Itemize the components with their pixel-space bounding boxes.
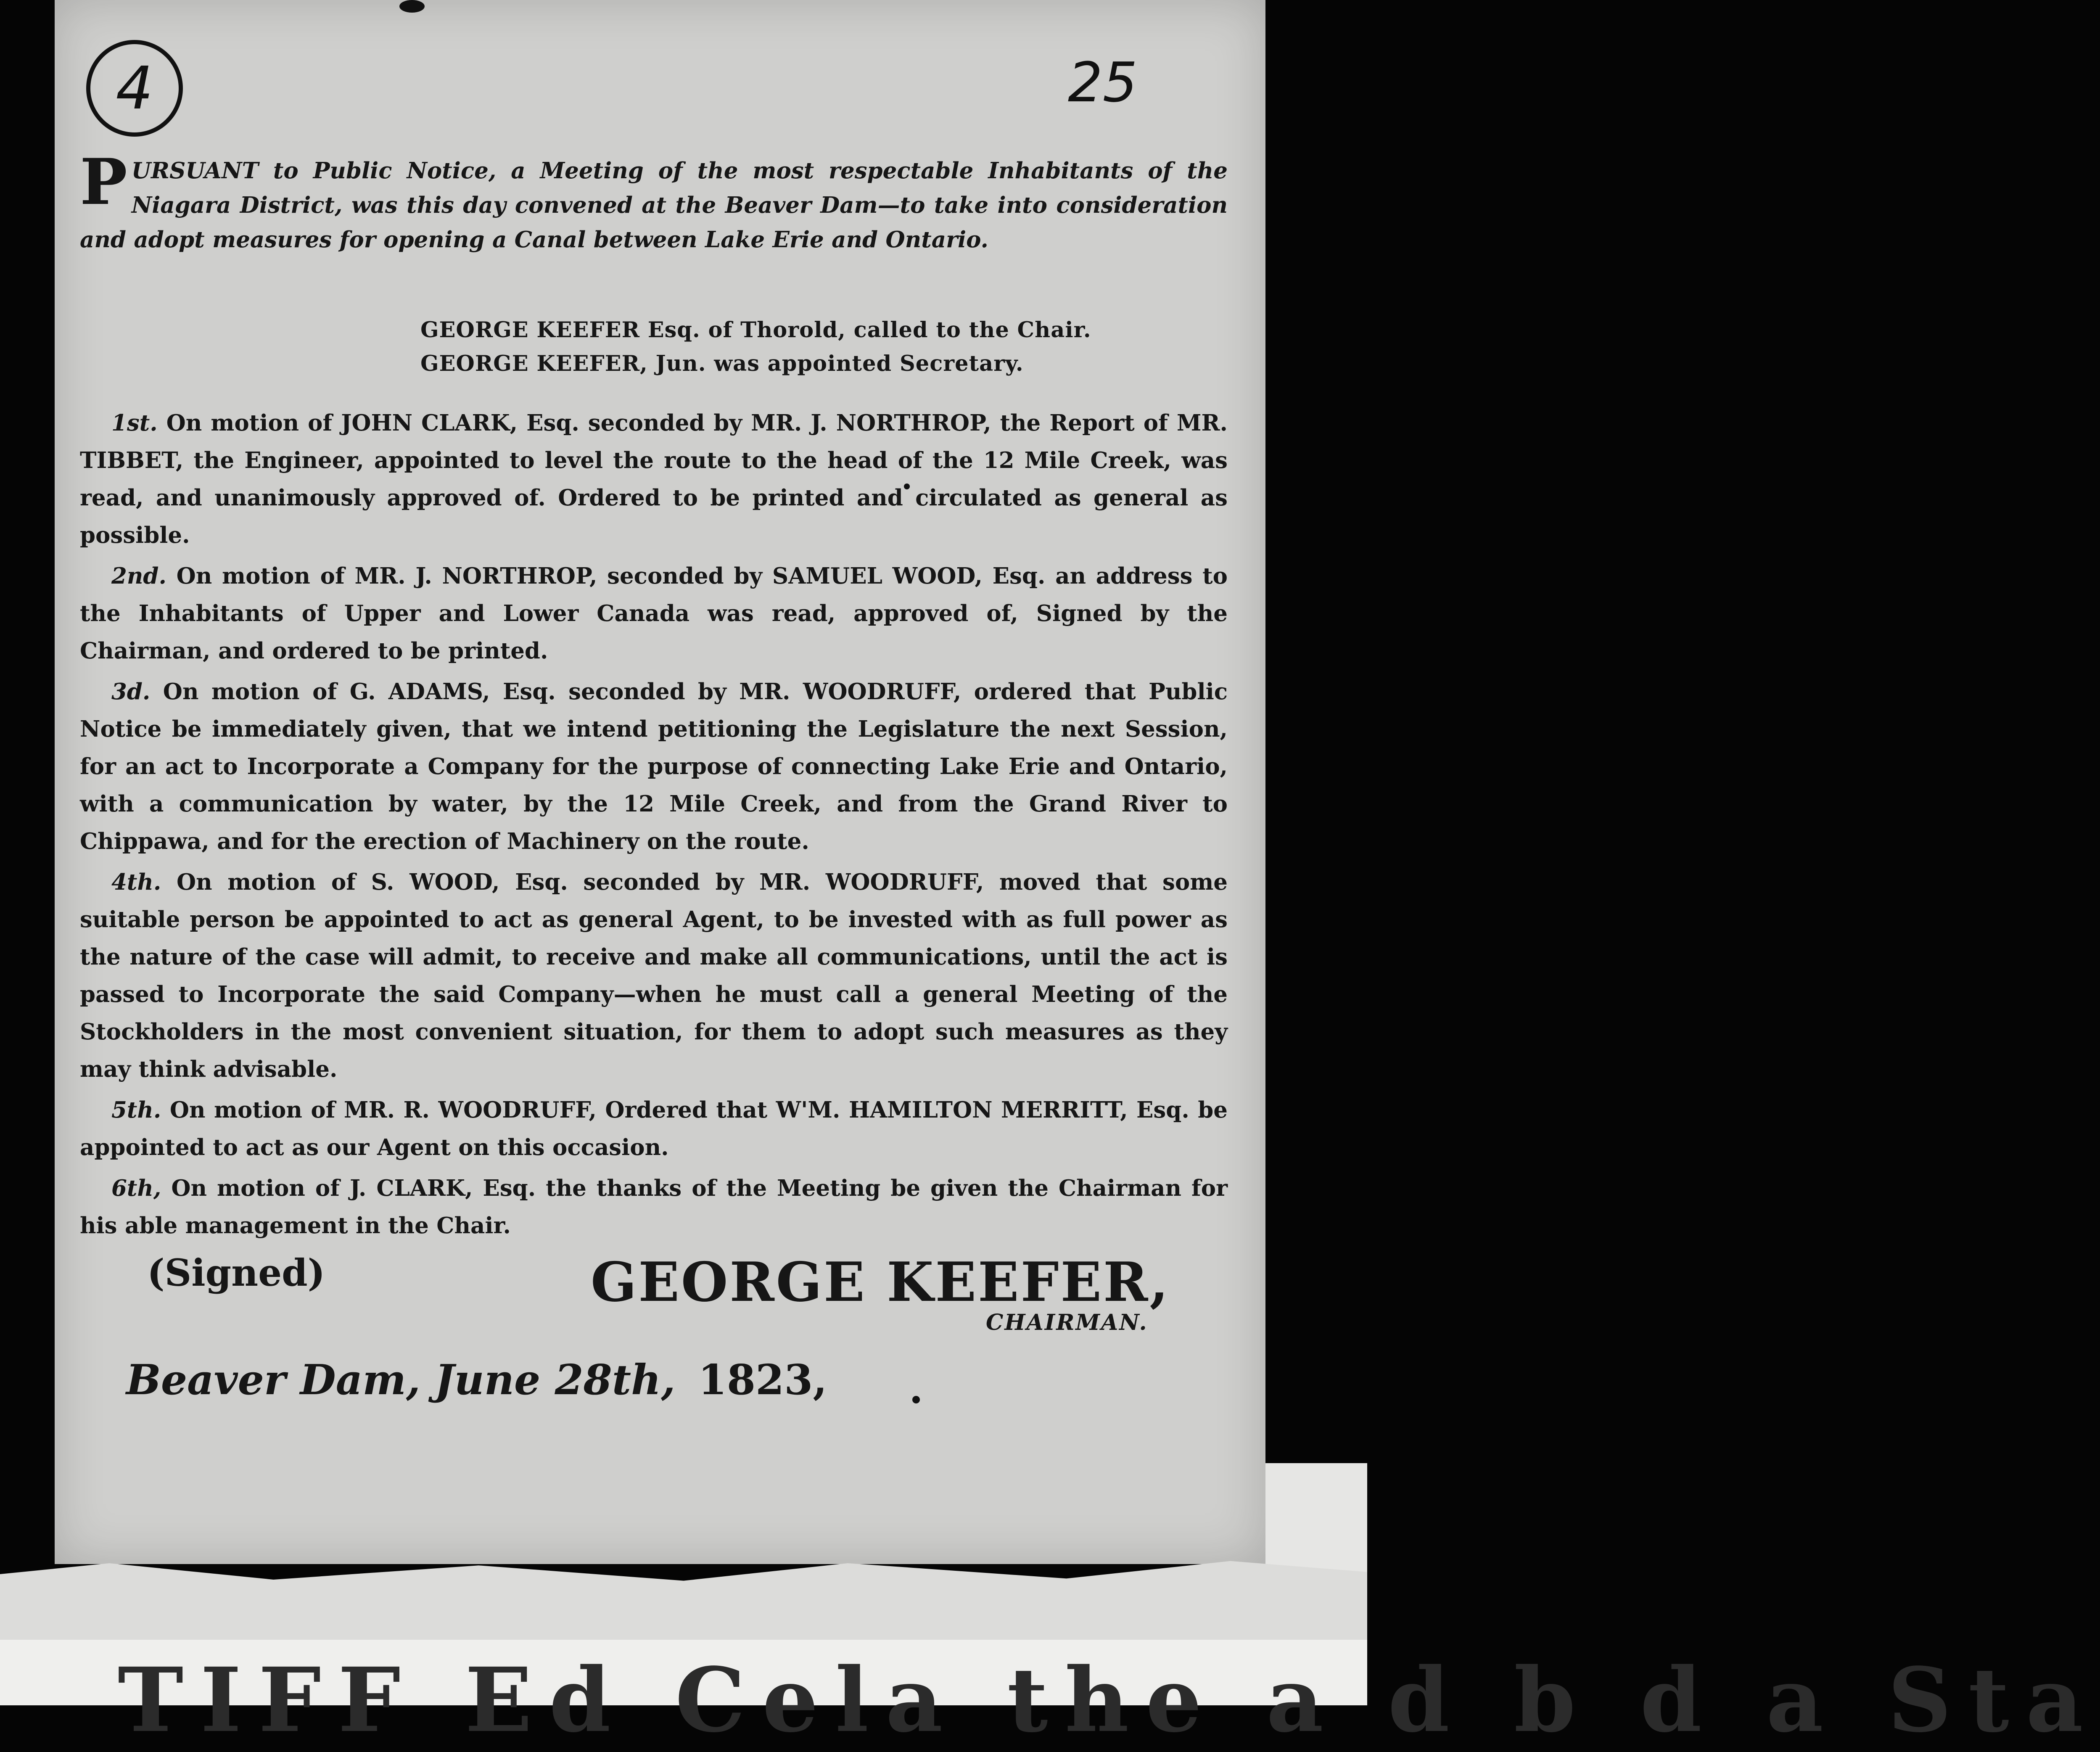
- drop-cap: P: [80, 145, 127, 219]
- resolution-text: On motion of MR. J. NORTHROP, seconded by SAMUEL WOOD, Esq. an address to the Inhabitants of Upper and Lower Canada was read, approved of, Signed by the Chairman, and ordered to be printed.: [80, 563, 1228, 664]
- resolution-text: On motion of JOHN CLARK, Esq. seconded by MR. J. NORTHROP, the Report of MR. TIBBET, the Engineer, appointed to level the route to the head of the 12 Mile Creek, was read, and unanimously approved of. Ordered to be printed and circulated as general as possible.: [80, 410, 1228, 548]
- intro-paragraph: [80, 145, 1228, 257]
- resolution-item: [80, 1091, 1228, 1166]
- resolution-ordinal: 1st.: [111, 410, 158, 436]
- resolution-text: On motion of J. CLARK, Esq. the thanks of the Meeting be given the Chairman for his able management in the Chair.: [80, 1175, 1228, 1239]
- ink-speck: [399, 0, 425, 13]
- year: 1823,: [698, 1356, 827, 1404]
- signed-label: (Signed): [147, 1251, 325, 1295]
- resolution-item: [80, 673, 1228, 860]
- chair-line: GEORGE KEEFER Esq. of Thorold, called to the Chair.: [420, 317, 1091, 343]
- resolutions-list: [80, 404, 1228, 1248]
- signatory-name: GEORGE KEEFER,: [591, 1251, 1170, 1314]
- circled-folio-number: 4: [86, 40, 183, 137]
- resolution-ordinal: 4th.: [111, 869, 161, 895]
- chair-appointment-block: [420, 313, 1219, 381]
- resolution-text: On motion of MR. R. WOODRUFF, Ordered that W'M. HAMILTON MERRITT, Esq. be appointed to act as our Agent on this occasion.: [80, 1097, 1228, 1160]
- resolution-text: On motion of S. WOOD, Esq. seconded by MR. WOODRUFF, moved that some suitable person be appointed to act as general Agent, to be invested with as full power as the nature of the case will admit, to receive and make all communications, until the act is passed to Incorporate the said Company—when he must call a general Meeting of the Stockholders in the most convenient situation, for them to adopt such measures as they may think advisable.: [80, 869, 1228, 1082]
- resolution-item: [80, 404, 1228, 554]
- resolution-ordinal: 5th.: [111, 1097, 161, 1123]
- handwritten-page-number: 25: [1068, 50, 1138, 114]
- ink-speck: [912, 1396, 920, 1403]
- place-and-date: [126, 1356, 827, 1404]
- intro-text: URSUANT to Public Notice, a Meeting of the most respectable Inhabitants of the Niagara District, was this day convened at the Beaver Dam—to take into consideration and adopt measures for opening a Canal between Lake Erie and Ontario.: [80, 158, 1228, 253]
- resolution-item: [80, 864, 1228, 1088]
- place: Beaver Dam,: [126, 1356, 421, 1404]
- signatory-title: CHAIRMAN.: [986, 1310, 1148, 1335]
- next-page-partial-text: TIFF Ed Cela the a d b d a Sta: [118, 1648, 2100, 1752]
- resolution-ordinal: 3d.: [111, 679, 151, 705]
- resolution-ordinal: 6th,: [111, 1175, 161, 1201]
- resolution-item: [80, 1170, 1228, 1245]
- secretary-line: GEORGE KEEFER, Jun. was appointed Secretary.: [420, 351, 1024, 376]
- resolution-ordinal: 2nd.: [111, 563, 166, 589]
- resolution-text: On motion of G. ADAMS, Esq. seconded by MR. WOODRUFF, ordered that Public Notice be immediately given, that we intend petitioning the Legislature the next Session, for an act to Incorporate a Company for the purpose of connecting Lake Erie and Ontario, with a communication by water, by the 12 Mile Creek, and from the Grand River to Chippawa, and for the erection of Machinery on the route.: [80, 679, 1228, 854]
- resolution-item: [80, 558, 1228, 670]
- date: June 28th,: [435, 1356, 676, 1404]
- next-page-strip: [0, 1640, 2100, 1752]
